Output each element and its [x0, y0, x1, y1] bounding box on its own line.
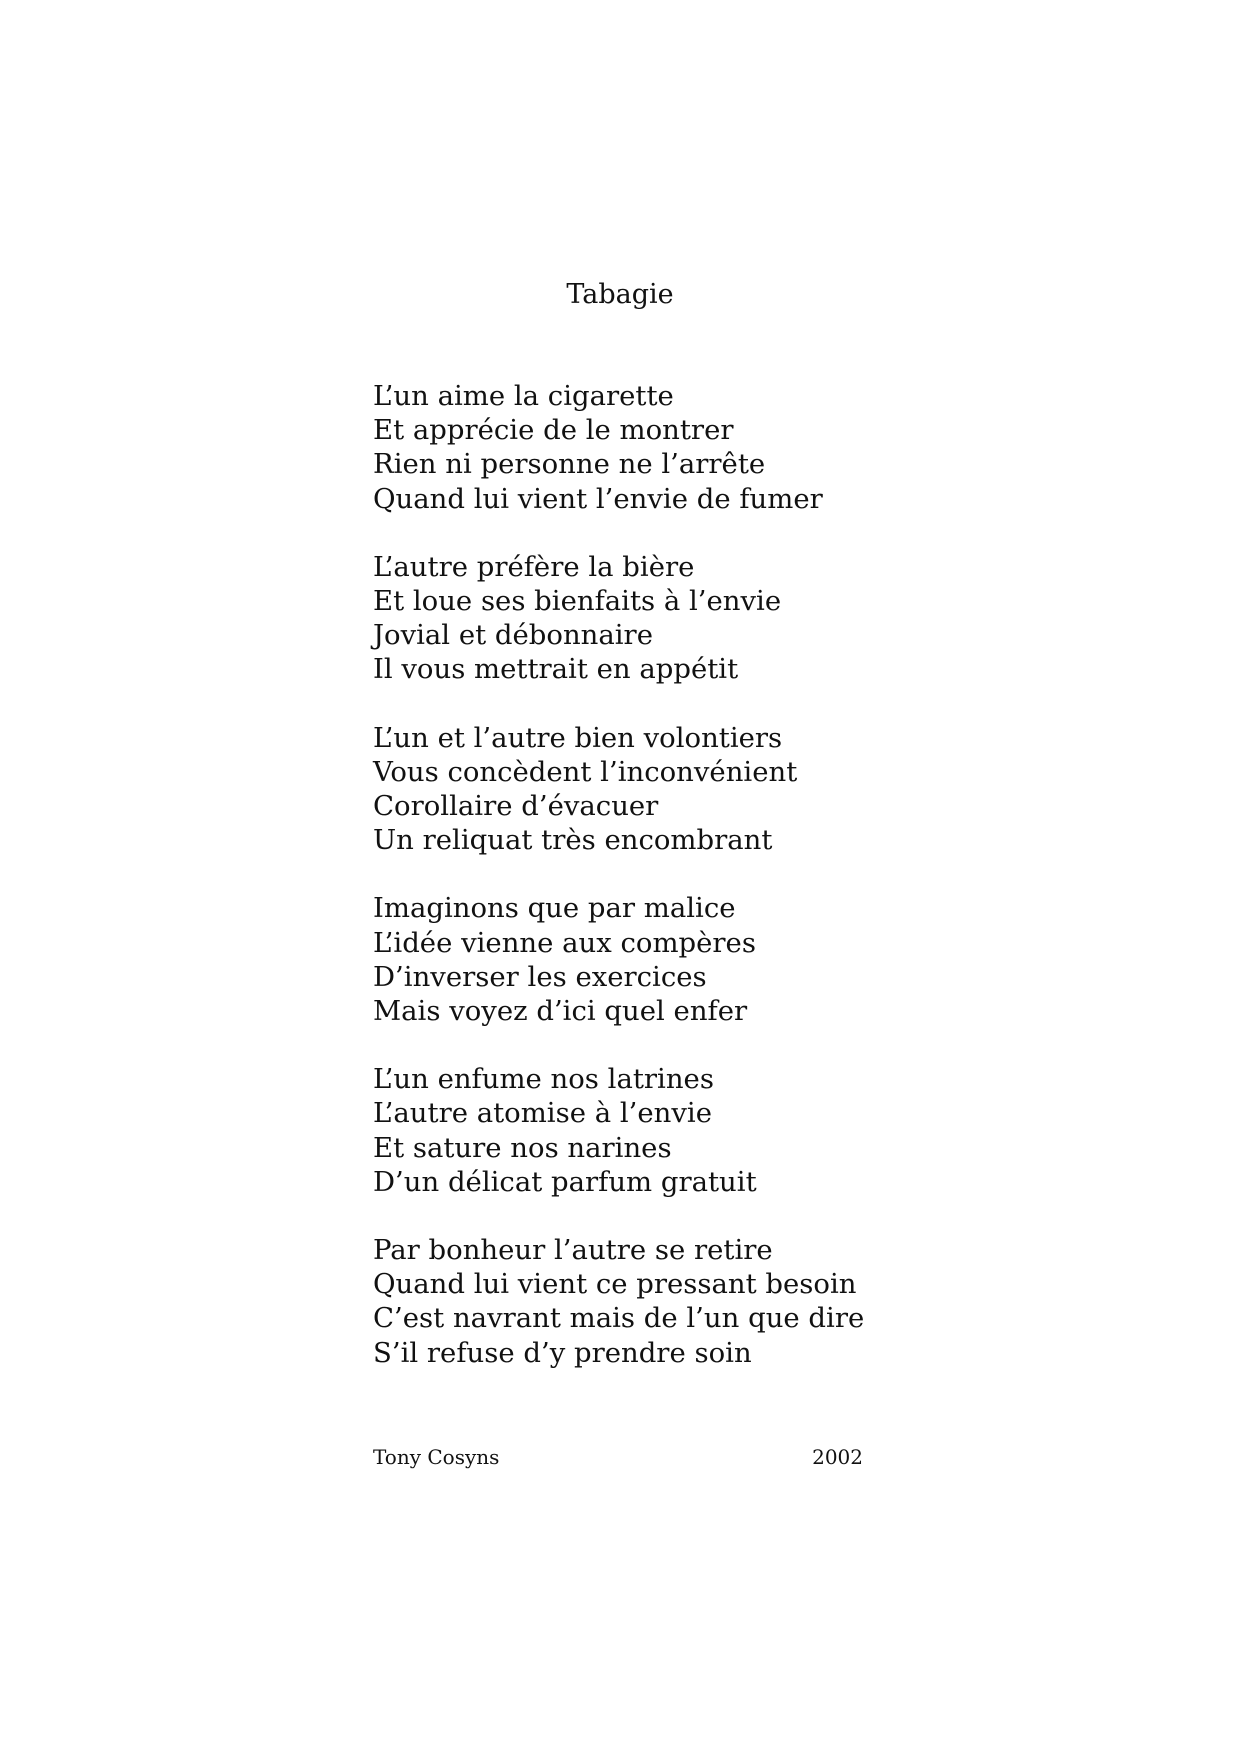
poem-line: Vous concèdent l’inconvénient	[373, 755, 798, 788]
poem-body	[373, 379, 993, 1404]
poem-line: L’un aime la cigarette	[373, 380, 674, 412]
year: 2002	[812, 1445, 863, 1469]
stanza-3	[373, 721, 993, 858]
poem-line: L’un enfume nos latrines	[373, 1063, 714, 1096]
poem-line: Et loue ses bienfaits à l’envie	[373, 585, 782, 618]
poem-line: Imaginons que par malice	[373, 892, 736, 925]
poem-line: D’inverser les exercices	[373, 960, 707, 993]
poem-line: Et sature nos narines	[373, 1131, 672, 1164]
stanza-6	[373, 1233, 993, 1370]
poem-line: Et apprécie de le montrer	[373, 414, 734, 447]
poem-line: S’il refuse d’y prendre soin	[373, 1336, 752, 1369]
poem-title: Tabagie	[566, 279, 674, 310]
stanza-4	[373, 891, 993, 1028]
poem-line: Jovial et débonnaire	[373, 619, 653, 652]
poem-line: L’autre préfère la bière	[373, 550, 695, 583]
poem-line: Quand lui vient l’envie de fumer	[373, 482, 823, 515]
poem-line: L’un et l’autre bien volontiers	[373, 721, 783, 754]
poem-line: Par bonheur l’autre se retire	[373, 1234, 773, 1267]
poem-line: Un reliquat très encombrant	[373, 824, 773, 857]
poem-line: Il vous mettrait en appétit	[373, 653, 739, 686]
author-name: Tony Cosyns	[373, 1445, 500, 1469]
poem-line: Corollaire d’évacuer	[373, 790, 659, 823]
stanza-2	[373, 550, 993, 687]
poem-line: L’idée vienne aux compères	[373, 926, 756, 959]
poem-line: Rien ni personne ne l’arrête	[373, 448, 766, 481]
poem-line: D’un délicat parfum gratuit	[373, 1165, 757, 1198]
stanza-1	[373, 379, 993, 516]
poem-line: Mais voyez d’ici quel enfer	[373, 995, 748, 1028]
poem-line: Quand lui vient ce pressant besoin	[373, 1268, 857, 1301]
stanza-5	[373, 1062, 993, 1199]
signature	[373, 1442, 863, 1472]
poem-line: C’est navrant mais de l’un que dire	[373, 1302, 865, 1335]
poem-line: L’autre atomise à l’envie	[373, 1097, 712, 1130]
